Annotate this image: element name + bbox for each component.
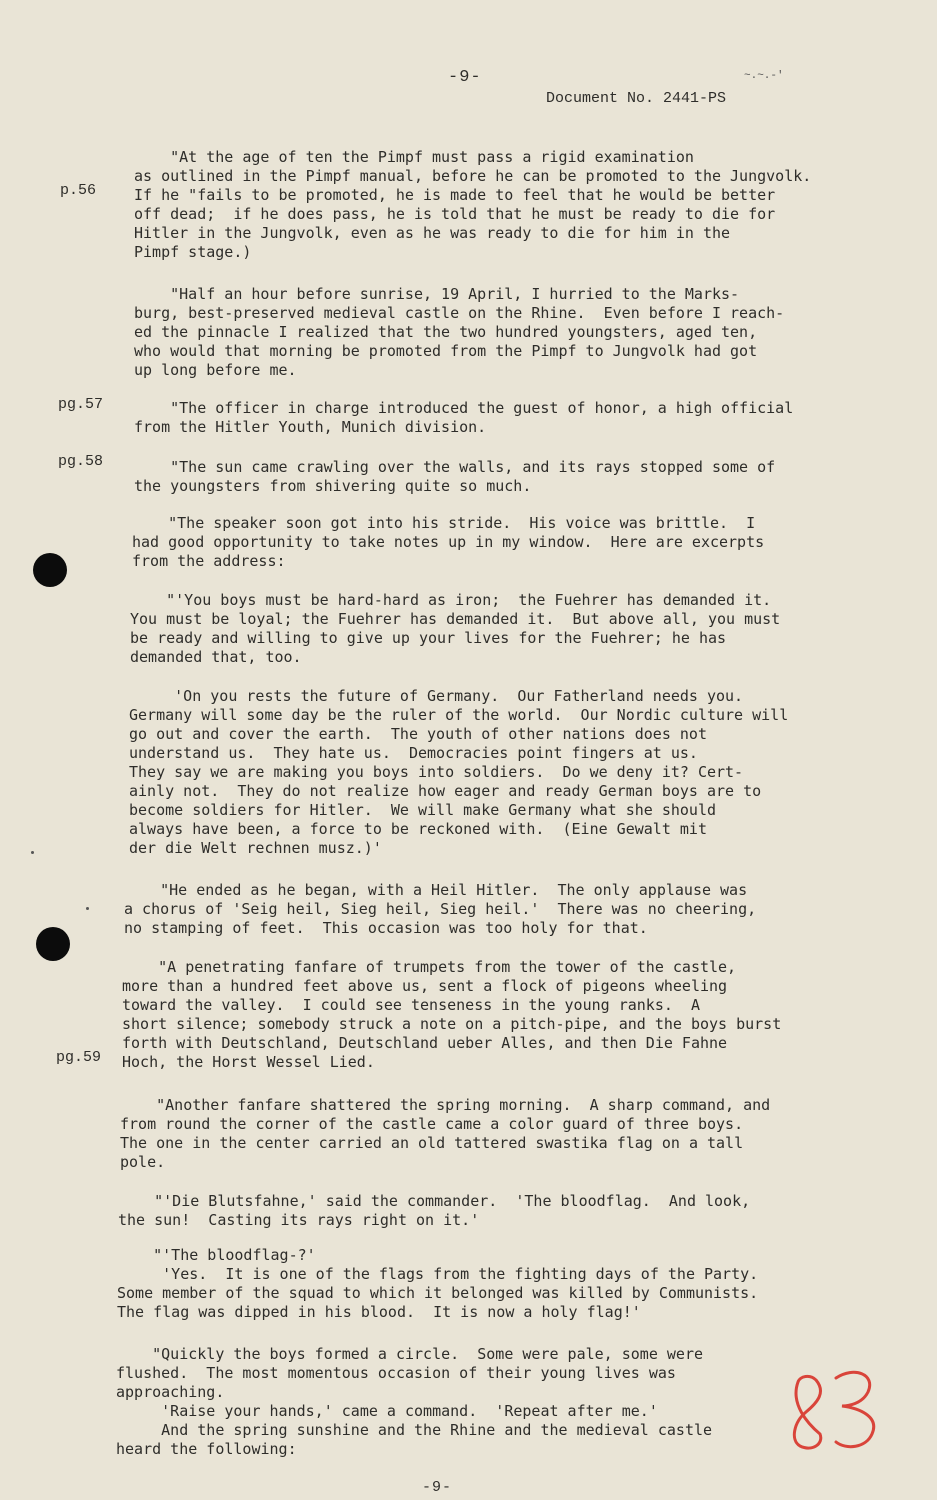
red-handwritten-page-number [786, 1362, 886, 1454]
paragraph-pimpf-exam: "At the age of ten the Pimpf must pass a rigid examination as outlined in the Pimpf manual, before he can be promoted to the Jungvolk. If he "fails to be promoted, he is made to feel that he would be better off dead; if he does pass, he is told that he must be ready to die for Hitler in the Jungvolk, even as he was ready to die for him in the Pimpf stage.) [134, 148, 812, 261]
paragraph-heil-hitler: "He ended as he began, with a Heil Hitler. The only applause was a chorus of 'Seig heil, Sieg heil, Sieg heil.' There was no cheering, no stamping of feet. This occasion was too holy for that. [124, 881, 757, 937]
corner-handwritten-mark: ~.~.-' [744, 70, 784, 82]
margin-note-pg59: pg.59 [56, 1049, 102, 1066]
paragraph-blutsfahne: "'Die Blutsfahne,' said the commander. 'The bloodflag. And look, the sun! Casting its rays right on it.' [118, 1192, 751, 1229]
paragraph-bloodflag: "'The bloodflag-?' 'Yes. It is one of the flags from the fighting days of the Party. Some member of the squad to which it belonged was killed by Communists. The flag was dipped in his blood. It is now a holy flag!' [117, 1246, 759, 1321]
paper-speck [31, 851, 34, 854]
document-number: Document No. 2441-PS [546, 90, 727, 107]
paragraph-sun-rays: "The sun came crawling over the walls, and its rays stopped some of the youngsters from shivering quite so much. [134, 458, 776, 495]
page-number-header: -9- [448, 68, 482, 87]
paragraph-fanfare: "A penetrating fanfare of trumpets from the tower of the castle, more than a hundred feet above us, sent a flock of pigeons wheeling toward the valley. I could see tenseness in the young ranks. A short silence; somebody struck a note on a pitch-pipe, and the boys burst forth with Deutschland, Deutschland ueber Alles, and then Die Fahne Hoch, the Horst Wessel Lied. [122, 958, 782, 1071]
paragraph-marksburg-arrival: "Half an hour before sunrise, 19 April, I hurried to the Marks- burg, best-preserved medieval castle on the Rhine. Even before I reach- ed the pinnacle I realized that the two hundred youngsters, aged ten, who would that morning be promoted from the Pimpf to Jungvolk had got up long before me. [134, 285, 785, 379]
paper-speck [86, 907, 89, 910]
punch-hole-upper [33, 553, 67, 587]
punch-hole-lower [36, 927, 70, 961]
paragraph-color-guard: "Another fanfare shattered the spring morning. A sharp command, and from round the corner of the castle came a color guard of three boys. The one in the center carried an old tattered swastika flag on a tall pole. [120, 1096, 771, 1171]
page-number-footer: -9- [422, 1479, 453, 1496]
margin-note-pg57: pg.57 [58, 396, 104, 413]
margin-note-p56: p.56 [60, 182, 97, 199]
paragraph-guest-of-honor: "The officer in charge introduced the guest of honor, a high official from the Hitler Youth, Munich division. [134, 399, 794, 436]
paragraph-speech-future-germany: 'On you rests the future of Germany. Our Fatherland needs you. Germany will some day be the ruler of the world. Our Nordic culture will go out and cover the earth. The youth of other nations does not understand us. They hate us. Democracies point fingers at us. They say we are making you boys into soldiers. Do we deny it? Cert- ainly not. They do not realize how eager and ready German boys are to become soldiers for Hitler. We will make Germany what she should always have been, a force to be reckoned with. (Eine Gewalt mit der die Welt rechnen musz.)' [129, 687, 789, 857]
paragraph-speech-hard-as-iron: "'You boys must be hard-hard as iron; the Fuehrer has demanded it. You must be loyal; the Fuehrer has demanded it. But above all, you must be ready and willing to give up your lives for the Fuehrer; he has demanded that, too. [130, 591, 781, 666]
paragraph-speaker-intro: "The speaker soon got into his stride. His voice was brittle. I had good opportunity to take notes up in my window. Here are excerpts from the address: [132, 514, 765, 570]
paragraph-circle-oath: "Quickly the boys formed a circle. Some were pale, some were flushed. The most momentous occasion of their young lives was approaching. 'Raise your hands,' came a command. 'Repeat after me.' And the spring sunshine and the Rhine and the medieval castle heard the following: [116, 1345, 713, 1458]
margin-note-pg58: pg.58 [58, 453, 104, 470]
